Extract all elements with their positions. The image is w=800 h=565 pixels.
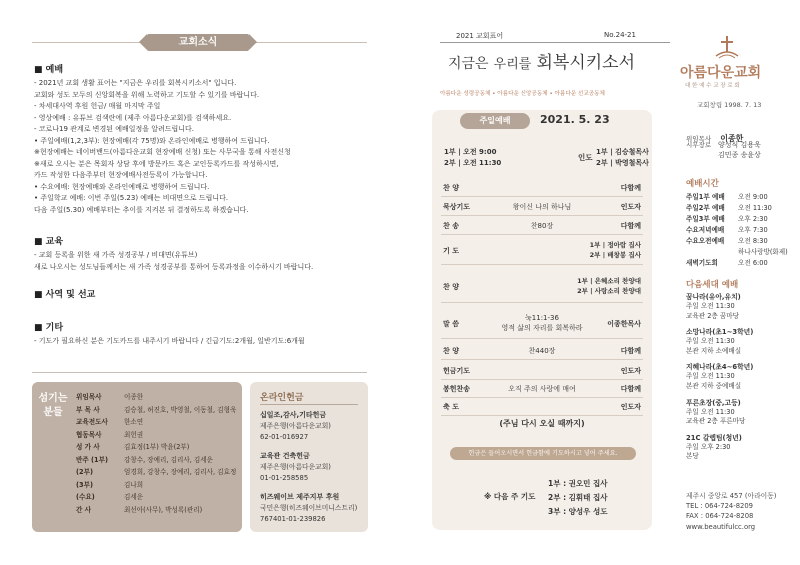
order-leader-line: 1부 | 정아람 집사 bbox=[589, 241, 641, 249]
group-line: 교육관 2층 꿈마당 bbox=[686, 311, 739, 320]
group-line: 주일 오전 11:30 bbox=[686, 372, 735, 381]
church-name: 아름다운교회 bbox=[680, 65, 762, 81]
worship-times-title: 예배시간 bbox=[686, 179, 719, 189]
group-line: 본관 지하 중예배실 bbox=[686, 381, 742, 390]
order-leader: 다함께 bbox=[620, 183, 641, 192]
order-item: 찬 양 bbox=[443, 183, 459, 192]
server-role: 부 목 사 bbox=[76, 405, 100, 414]
group-name: 지혜나라(초4~6학년) bbox=[686, 363, 754, 372]
server-names: 강창수, 장예리, 김리사, 김세운 bbox=[124, 455, 214, 464]
servers-label-text: 섬기는 bbox=[38, 393, 68, 404]
community-subtitle: 아름다운 성령공동체 • 아름다운 신앙공동체 • 아름다운 선교공동체 bbox=[440, 91, 605, 97]
online-title: 온라인헌금 bbox=[260, 393, 304, 403]
servers-box bbox=[32, 382, 242, 532]
left-mid-rule bbox=[32, 372, 367, 373]
service-leaders bbox=[596, 147, 649, 169]
section-worship bbox=[34, 62, 374, 216]
order-content-line: 눅11:1-36 bbox=[525, 314, 559, 322]
contact-line: TEL : 064-724-8209 bbox=[686, 502, 753, 511]
section-other bbox=[34, 320, 374, 348]
time-1: 1부 | 오전 9:00 bbox=[444, 148, 497, 156]
order-leader: 이종한목사 bbox=[607, 320, 641, 328]
online-item-name: 교육관 건축헌금 bbox=[260, 452, 310, 460]
online-item-line: 제주은행(아름다운교회) bbox=[260, 422, 331, 430]
section-education bbox=[34, 234, 374, 273]
order-leader: 다함께 bbox=[620, 221, 641, 230]
offering-note: 헌금은 들어오시면서 헌금함에 기도하시고 넣어 주세요. bbox=[450, 447, 636, 460]
contact-info bbox=[686, 491, 776, 532]
group-name: 21C 갈렙팀(청년) bbox=[686, 433, 742, 442]
group-name: 꿈나라(유아,유치) bbox=[686, 293, 741, 301]
worship-time: 오전 9:00 bbox=[738, 193, 768, 201]
news-banner: 교회소식 bbox=[147, 34, 249, 51]
worship-time: 오전 6:00 bbox=[738, 259, 768, 267]
order-divider bbox=[441, 338, 643, 339]
elders-line-2: 김민종 송윤상 bbox=[718, 151, 761, 159]
server-role: 성 가 사 bbox=[76, 443, 100, 451]
group-item bbox=[686, 327, 753, 356]
leader-label: 인도 bbox=[578, 153, 593, 162]
section-title: ■ 사역 및 선교 bbox=[34, 290, 96, 300]
online-item-line: 01-01-258585 bbox=[260, 473, 309, 482]
order-divider bbox=[441, 264, 643, 265]
group-item bbox=[686, 292, 753, 321]
section-title: ■ 교육 bbox=[34, 237, 64, 247]
news-line: 다음 주일(5.30) 예배부터는 추이를 지켜본 뒤 결정하도록 하겠습니다. bbox=[34, 205, 249, 214]
next-prayer-2: 2부 : 김휘태 집사 bbox=[548, 493, 608, 502]
order-row bbox=[441, 270, 643, 302]
section-missions bbox=[34, 287, 374, 300]
next-prayer-3: 3부 : 양성우 성도 bbox=[548, 507, 608, 516]
order-content: 오직 주의 사랑에 매여 bbox=[508, 384, 576, 393]
order-content: 왕이신 나의 하나님 bbox=[512, 202, 572, 211]
online-title-rule bbox=[260, 404, 358, 405]
order-content-line: 영적 삶의 자리를 회복하라 bbox=[501, 324, 583, 332]
online-list bbox=[260, 410, 357, 533]
church-founded: 교회창립 1998. 7. 13 bbox=[697, 101, 762, 109]
news-line: - 차세대사역 후원 헌금/ 매월 마지막 주일 bbox=[34, 102, 161, 110]
next-gen-list bbox=[686, 292, 753, 468]
order-item: 기 도 bbox=[443, 247, 459, 255]
service-times bbox=[444, 147, 501, 169]
pastor-name: 이종한 bbox=[720, 134, 744, 143]
worship-time: 하나사랑방(화제) bbox=[738, 248, 788, 256]
time-2: 2부 | 오전 11:30 bbox=[444, 159, 502, 167]
news-line: 새로 나오시는 성도님들께서는 새 가족 성경공부를 통하여 등록과정을 이수하시기 바랍니다. bbox=[34, 262, 314, 271]
online-item-name: 히즈웨이브 제주지부 후원 bbox=[260, 493, 340, 501]
worship-name: 수요오전예배 bbox=[686, 237, 725, 245]
order-divider bbox=[441, 302, 643, 303]
news-line: 교회와 성도 모두의 신앙회복을 위해 노력하고 기도할 수 있기를 바랍니다. bbox=[34, 90, 260, 99]
worship-name: 주일3부 예배 bbox=[686, 215, 725, 223]
motto-title bbox=[448, 48, 635, 73]
order-divider bbox=[441, 234, 643, 235]
elder-names bbox=[718, 140, 761, 160]
order-row bbox=[441, 236, 643, 264]
group-line: 본당 bbox=[686, 452, 699, 461]
order-row bbox=[441, 378, 643, 397]
news-line: ※현장예배는 네이버밴드(아름다운교회 현장예배 신청) 또는 사무국을 통해 사전신청 bbox=[34, 148, 291, 156]
online-item bbox=[260, 492, 357, 524]
group-item bbox=[686, 398, 753, 427]
server-names: 이종한 bbox=[124, 393, 144, 401]
next-prayer-1: 1부 : 권오민 집사 bbox=[548, 479, 608, 488]
order-item: 찬 양 bbox=[443, 346, 459, 355]
order-leader: 다함께 bbox=[620, 384, 641, 393]
service-label: 주일예배 bbox=[460, 113, 530, 129]
news-line: - 기도가 필요하신 분은 기도카드를 내주시기 바랍니다 / 긴급기도:2개월, 일반기도:6개월 bbox=[34, 337, 305, 345]
worship-name: 주일2부 예배 bbox=[686, 204, 725, 212]
order-divider bbox=[441, 415, 643, 416]
order-item: 말 씀 bbox=[443, 320, 459, 328]
server-names: 김세운 bbox=[124, 493, 144, 501]
next-prayer-label: ※ 다음 주 기도 bbox=[484, 492, 536, 501]
contact-line: FAX : 064-724-8208 bbox=[686, 512, 754, 521]
group-item bbox=[686, 362, 753, 391]
online-item-line: 제주은행(아름다운교회) bbox=[260, 463, 331, 471]
order-leaders bbox=[590, 240, 641, 260]
online-offering-box bbox=[250, 382, 368, 532]
order-row bbox=[441, 360, 643, 379]
order-leader: 인도자 bbox=[620, 402, 641, 411]
online-item bbox=[260, 410, 357, 442]
server-names: 최선아(사무), 박성록(관리) bbox=[124, 505, 203, 514]
motto-year: 2021 교회표어 bbox=[456, 32, 504, 40]
leader-2: 2부 | 박영철목사 bbox=[596, 159, 649, 167]
order-row bbox=[441, 340, 643, 359]
motto-word-2: 우리를 bbox=[493, 57, 532, 72]
server-names: 김효정(1부) 박윤(2부) bbox=[124, 443, 190, 451]
elders-line-1: 양성식 김용욱 bbox=[718, 141, 761, 149]
order-leaders bbox=[577, 276, 641, 296]
online-item-line: 62-01-016927 bbox=[260, 432, 309, 441]
group-name: 푸른초장(중,고등) bbox=[686, 398, 741, 407]
church-denomination: 대 한 예 수 교 장 로 회 bbox=[685, 83, 740, 89]
order-item: 찬 양 bbox=[443, 283, 459, 291]
order-row bbox=[441, 215, 643, 234]
server-role: 위임목사 bbox=[76, 393, 102, 401]
order-row bbox=[441, 308, 643, 338]
order-leader-line: 2부 | 배창봉 집사 bbox=[589, 251, 641, 259]
server-role: 간 사 bbox=[76, 505, 92, 514]
contact-line: www.beautifulcc.org bbox=[686, 522, 756, 531]
server-role: (2부) bbox=[76, 468, 93, 476]
order-item: 봉헌찬송 bbox=[443, 384, 471, 393]
worship-name: 새벽기도회 bbox=[686, 259, 718, 267]
group-name: 소망나라(초1~3학년) bbox=[686, 328, 754, 337]
news-line: • 주일학교 예배: 이번 주일(5.23) 예배는 비대면으로 드립니다. bbox=[34, 194, 229, 202]
servers-label bbox=[38, 392, 68, 420]
worship-time: 오후 7:30 bbox=[738, 226, 768, 234]
server-names: 엄경희, 강창수, 장예리, 김리사, 김효정 bbox=[124, 468, 237, 476]
worship-name: 수요저녁예배 bbox=[686, 226, 725, 234]
servers-label-text-2: 분들 bbox=[43, 407, 63, 418]
order-leader-line: 1부 | 은혜소리 찬양대 bbox=[577, 277, 641, 285]
news-line: - 교회 등록을 위한 새 가족 성경공부 / 비대면(유튜브) bbox=[34, 251, 198, 259]
worship-time: 오후 2:30 bbox=[738, 215, 768, 223]
order-leader: 인도자 bbox=[620, 202, 641, 211]
news-line: - 코로나19 관계로 변경된 예배일정을 알려드립니다. bbox=[34, 125, 195, 133]
group-line: 교육관 2층 푸른마당 bbox=[686, 417, 746, 426]
news-line: 카드 작성한 다음주부터 현장예배사전등록이 가능합니다. bbox=[34, 171, 208, 179]
server-role: (3부) bbox=[76, 480, 93, 489]
news-line: - 영상예배 : 유튜브 검색란에 (제주 아름다운교회)를 검색하세요. bbox=[34, 113, 232, 122]
server-names: 한소연 bbox=[124, 418, 144, 426]
order-item: 찬 송 bbox=[443, 221, 459, 230]
server-role: 반주 (1부) bbox=[76, 455, 109, 464]
order-leader: 다함께 bbox=[620, 346, 641, 355]
server-role: (수요) bbox=[76, 493, 95, 501]
online-item-name: 십일조,감사,기타헌금 bbox=[260, 411, 327, 419]
pastor-label: 위임목사 bbox=[686, 135, 712, 143]
order-item: 헌금기도 bbox=[443, 366, 471, 375]
order-leader: 인도자 bbox=[620, 366, 641, 375]
next-prayer-list bbox=[548, 477, 608, 519]
order-content: 찬440장 bbox=[528, 346, 556, 355]
online-item-line: 767401-01-239826 bbox=[260, 514, 326, 523]
worship-time: 오전 8:30 bbox=[738, 237, 768, 245]
group-item bbox=[686, 433, 753, 462]
group-line: 주일 오전 11:30 bbox=[686, 302, 735, 310]
server-names: 김승철, 허진호, 박영철, 이동철, 김형욱 bbox=[124, 405, 237, 414]
server-role: 교육전도사 bbox=[76, 418, 108, 426]
online-item-line: 국민은행(히즈웨이브미니스트리) bbox=[260, 504, 358, 512]
issue-number: No.24-21 bbox=[604, 31, 636, 39]
order-content: 찬80장 bbox=[530, 221, 554, 230]
motto-rule bbox=[440, 42, 670, 43]
order-row bbox=[441, 396, 643, 415]
news-line: ※새로 오시는 분은 목회자 상담 후에 방문카드 혹은 교인등록카드를 작성하시면, bbox=[34, 159, 279, 168]
worship-name: 주일1부 예배 bbox=[686, 193, 725, 201]
church-cross-icon bbox=[714, 34, 740, 60]
server-names: 최헌권 bbox=[124, 430, 144, 439]
group-line: 본관 지하 소예배실 bbox=[686, 346, 742, 355]
service-date: 2021. 5. 23 bbox=[540, 113, 610, 126]
group-line: 주일 오전 11:30 bbox=[686, 407, 735, 416]
order-item: 묵상기도 bbox=[443, 202, 471, 211]
elder-label: 시무장로 bbox=[686, 141, 712, 149]
motto-word-1: 지금은 bbox=[448, 56, 489, 72]
group-line: 주일 오전 11:30 bbox=[686, 337, 735, 346]
leader-1: 1부 | 김승철목사 bbox=[596, 148, 649, 156]
section-title: ■ 기타 bbox=[34, 323, 64, 333]
server-names: 김나희 bbox=[124, 480, 144, 489]
contact-line: 제주시 중앙로 457 (아라이동) bbox=[686, 492, 777, 500]
closing-note: (주님 다시 오실 때까지) bbox=[499, 419, 585, 428]
next-gen-title: 다음세대 예배 bbox=[686, 280, 739, 290]
section-title: ■ 예배 bbox=[34, 65, 64, 75]
news-sections bbox=[34, 62, 374, 348]
news-line: • 수요예배: 현장예배와 온라인예배로 병행하여 드립니다. bbox=[34, 182, 210, 191]
online-item bbox=[260, 451, 357, 483]
motto-word-3: 회복시키소서 bbox=[536, 53, 635, 73]
order-item: 축 도 bbox=[443, 402, 459, 411]
news-line: - 2021년 교회 생활 표어는 "지금은 우리를 회복시키소서" 입니다. bbox=[34, 79, 237, 87]
worship-time: 오전 11:30 bbox=[738, 204, 772, 212]
order-leader-line: 2부 | 사랑소리 찬양대 bbox=[577, 287, 641, 295]
news-line: • 주일예배(1,2,3부): 현장예배(각 75명)와 온라인예배로 병행하여 드립니다. bbox=[34, 136, 270, 145]
order-row bbox=[441, 177, 643, 196]
server-role: 협동목사 bbox=[76, 430, 102, 439]
order-row bbox=[441, 196, 643, 215]
group-line: 주일 오후 2:30 bbox=[686, 442, 731, 451]
elders-info bbox=[686, 140, 761, 159]
